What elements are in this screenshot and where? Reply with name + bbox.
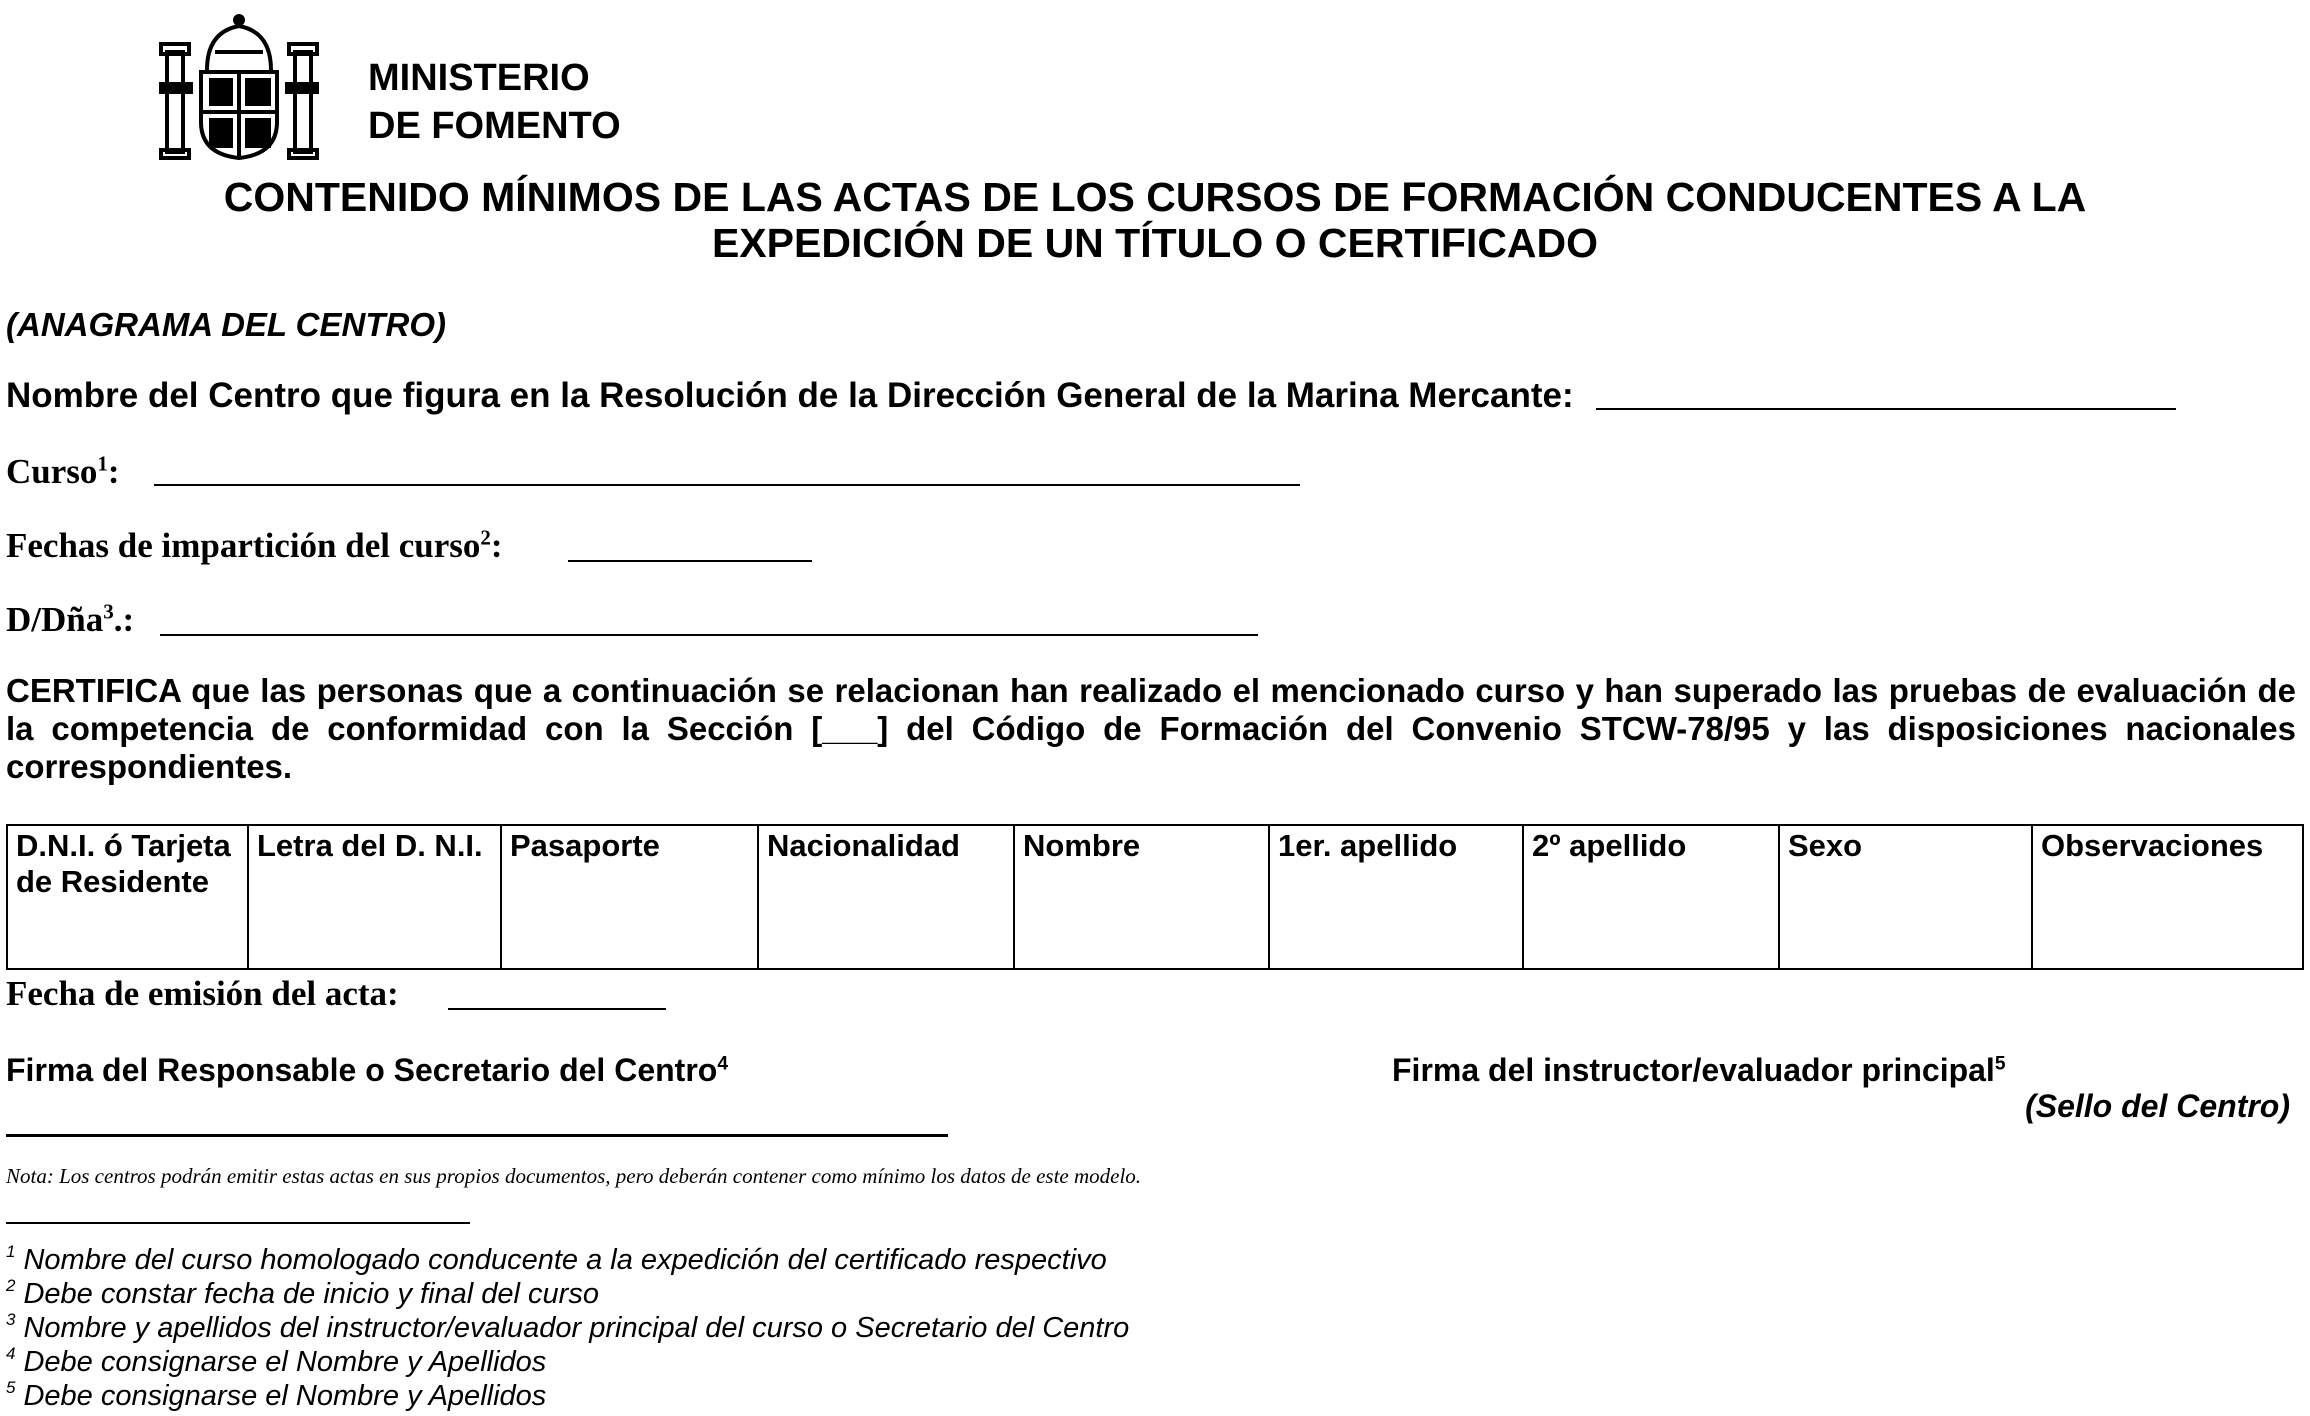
footnote-ref-1: 1 bbox=[97, 451, 108, 476]
footnote-ref-5: 5 bbox=[1994, 1053, 2006, 1075]
footnote-3: $^3$ Nombre y apellidos del instructor/evaluador principal del curso o Secretario del Centro bbox=[6, 1310, 1130, 1344]
footnote-5: $^5$ Debe consignarse el Nombre y Apellidos bbox=[6, 1378, 547, 1412]
header-primer-apellido: 1er. apellido bbox=[1269, 825, 1523, 969]
responsable-signature-label: Firma del Responsable o Secretario del Centro$^4$ bbox=[6, 1052, 728, 1088]
sello-del-centro: (Sello del Centro) bbox=[2025, 1088, 2290, 1124]
curso-label: Curso$^1$: bbox=[6, 451, 120, 491]
footnote-ref-4: 4 bbox=[717, 1053, 728, 1075]
note-text: Nota: Los centros podrán emitir estas actas en sus propios documentos, pero deberán contener como mínimo los datos de este modelo. bbox=[6, 1164, 1142, 1188]
curso-line[interactable] bbox=[154, 484, 1300, 486]
ministry-name-line2: DE FOMENTO bbox=[368, 105, 621, 147]
header-pasaporte: Pasaporte bbox=[501, 825, 758, 969]
fecha-emision-line[interactable] bbox=[448, 1008, 666, 1010]
centro-name-label: Nombre del Centro que figura en la Resolución de la Dirección General de la Marina Mercante: bbox=[6, 376, 1574, 415]
fechas-line[interactable] bbox=[568, 560, 812, 562]
header-nacionalidad: Nacionalidad bbox=[758, 825, 1014, 969]
footnote-ref-3: 3 bbox=[103, 599, 114, 624]
centro-name-line[interactable] bbox=[1596, 408, 2176, 410]
fecha-emision-label: Fecha de emisión del acta: bbox=[6, 974, 399, 1013]
ministry-name-line1: MINISTERIO bbox=[368, 57, 590, 99]
footnote-2: $^2$ Debe constar fecha de inicio y final del curso bbox=[6, 1276, 599, 1310]
footnote-separator bbox=[6, 1222, 470, 1224]
header-segundo-apellido: 2º apellido bbox=[1523, 825, 1779, 969]
header-letra-dni: Letra del D. N.I. bbox=[248, 825, 501, 969]
footnote-1: $^1$ Nombre del curso homologado conducente a la expedición del certificado respectivo bbox=[6, 1242, 1107, 1276]
header-nombre: Nombre bbox=[1014, 825, 1269, 969]
certification-statement: CERTIFICA que las personas que a continuación se relacionan han realizado el mencionado curso y han superado las pruebas de evaluación de la competencia de conformidad con la Sección [___] del Código de Formación del Convenio STCW-78/95 y las disposiciones nacionales correspondientes. bbox=[6, 672, 2296, 785]
document-title-line2: EXPEDICIÓN DE UN TÍTULO O CERTIFICADO bbox=[711, 220, 1599, 266]
section-blank[interactable]: [___] bbox=[811, 710, 889, 747]
dna-line[interactable] bbox=[160, 634, 1258, 636]
students-table bbox=[6, 824, 2304, 970]
instructor-signature-label: Firma del instructor/evaluador principal$^5$ bbox=[1392, 1052, 2006, 1088]
table-header-row bbox=[7, 825, 2303, 969]
signature-line[interactable] bbox=[6, 1134, 948, 1137]
header-sexo: Sexo bbox=[1779, 825, 2032, 969]
header-dni: D.N.I. ó Tarjeta de Residente bbox=[7, 825, 248, 969]
coat-of-arms-emblem bbox=[158, 12, 320, 162]
footnote-4: $^4$ Debe consignarse el Nombre y Apellidos bbox=[6, 1344, 547, 1378]
header-observaciones: Observaciones bbox=[2032, 825, 2303, 969]
fechas-label: Fechas de impartición del curso$^2$: bbox=[6, 525, 503, 565]
anagrama-placeholder: (ANAGRAMA DEL CENTRO) bbox=[6, 306, 446, 343]
document-title-line1: CONTENIDO MÍNIMOS DE LAS ACTAS DE LOS CURSOS DE FORMACIÓN CONDUCENTES A LA bbox=[223, 174, 2087, 220]
dna-label: D/Dña$^3$.: bbox=[6, 599, 135, 639]
footnote-ref-2: 2 bbox=[480, 525, 491, 550]
